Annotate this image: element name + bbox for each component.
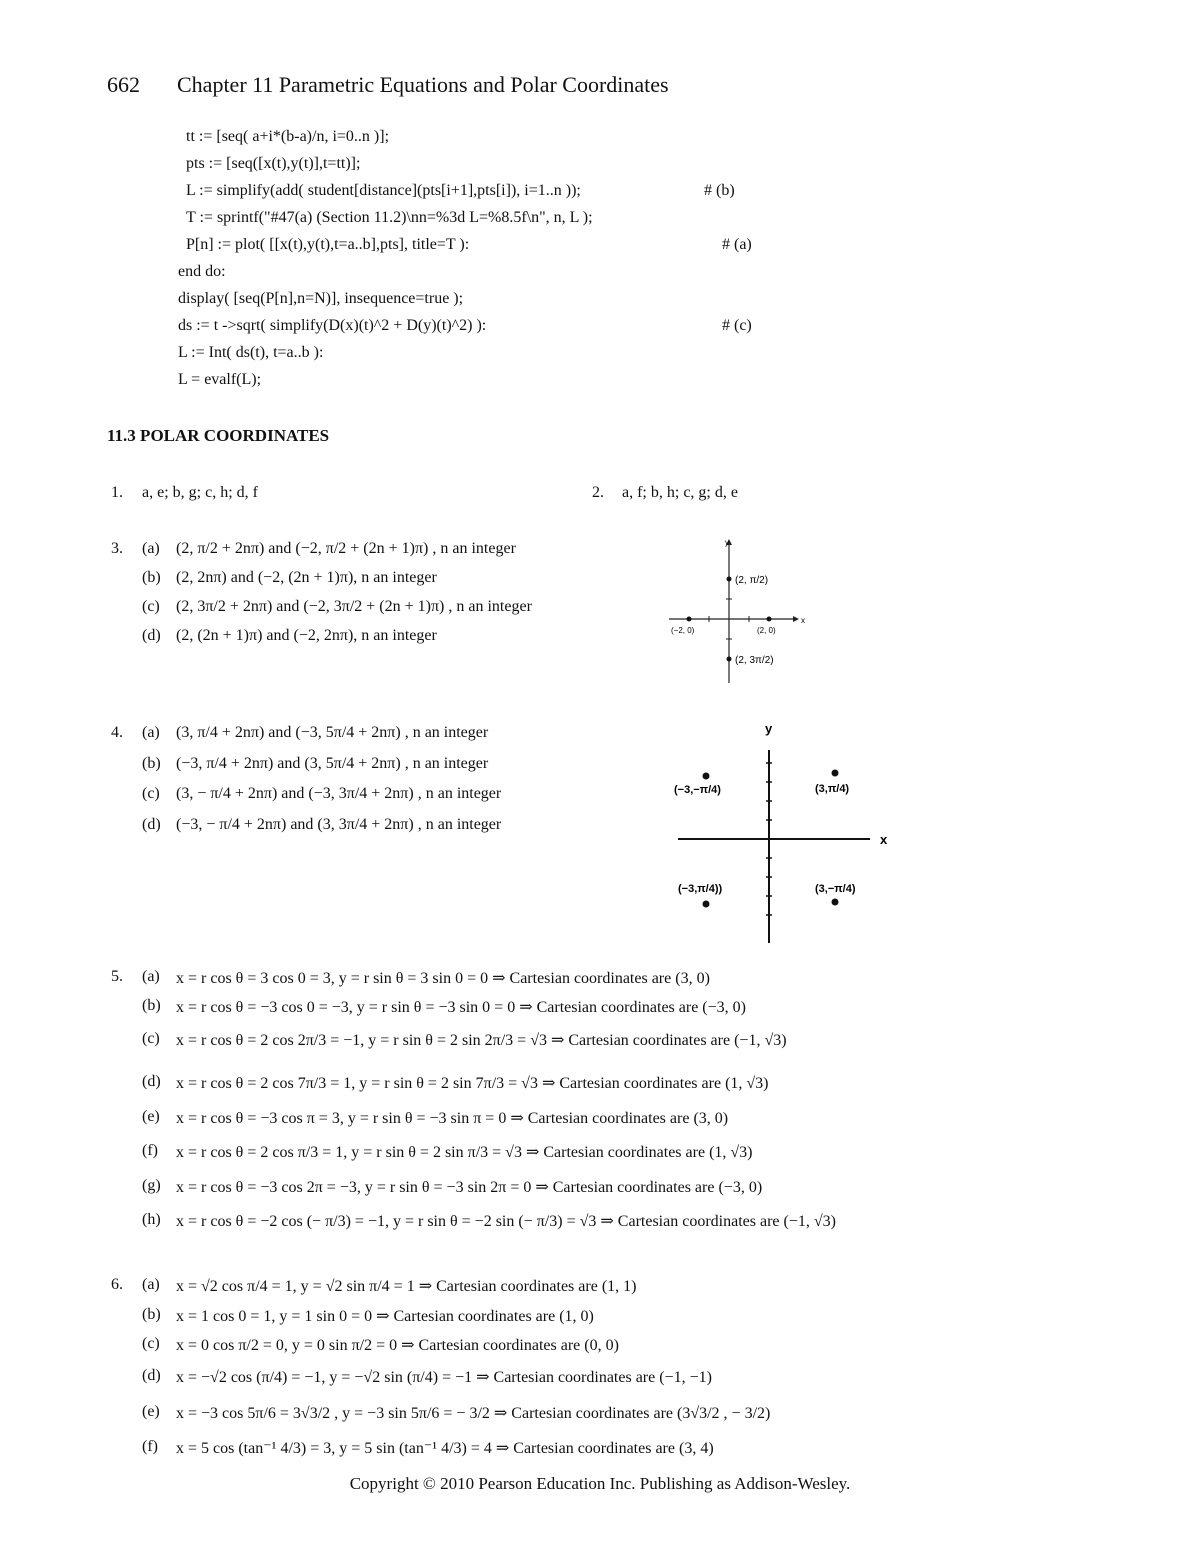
point-q2 xyxy=(703,773,710,780)
part-text: x = r cos θ = 3 cos 0 = 3, y = r sin θ = 3 sin 0 = 0 ⇒ Cartesian coordinates are (3, 0) xyxy=(176,970,710,987)
point-left xyxy=(687,617,692,622)
page-header xyxy=(107,72,669,98)
point-right-label: (2, 0) xyxy=(757,626,776,635)
code-line: L = evalf(L); xyxy=(178,371,262,388)
part-text: x = r cos θ = −3 cos 0 = −3, y = r sin θ = −3 sin 0 = 0 ⇒ Cartesian coordinates are (−3, 0) xyxy=(176,999,746,1016)
part-label: (c) xyxy=(142,1335,160,1352)
part-label: (c) xyxy=(142,598,160,615)
part-text: (3, − π/4 + 2nπ) and (−3, 3π/4 + 2nπ) , n an integer xyxy=(176,785,502,802)
point-right xyxy=(767,617,772,622)
problem-number: 3. xyxy=(111,540,123,557)
part-label: (c) xyxy=(142,1030,160,1047)
part-text: (−3, π/4 + 2nπ) and (3, 5π/4 + 2nπ) , n an integer xyxy=(176,755,489,772)
part-text: (2, 2nπ) and (−2, (2n + 1)π), n an integer xyxy=(176,569,437,586)
part-label: (e) xyxy=(142,1108,160,1125)
y-axis-label: y xyxy=(765,721,773,736)
part-text: (2, 3π/2 + 2nπ) and (−2, 3π/2 + (2n + 1)π) , n an integer xyxy=(176,598,532,615)
code-line: tt := [seq( a+i*(b-a)/n, i=0..n )]; xyxy=(186,128,390,145)
part-text: x = √2 cos π/4 = 1, y = √2 sin π/4 = 1 ⇒ Cartesian coordinates are (1, 1) xyxy=(176,1278,637,1295)
part-label: (f) xyxy=(142,1142,158,1159)
part-label: (d) xyxy=(142,816,161,833)
part-label: (a) xyxy=(142,540,160,557)
point-q4 xyxy=(832,899,839,906)
chapter-title: Chapter 11 Parametric Equations and Polar Coordinates xyxy=(177,72,669,97)
part-label: (h) xyxy=(142,1211,161,1228)
point-q1 xyxy=(832,770,839,777)
code-comment: # (b) xyxy=(704,182,735,199)
code-line: L := simplify(add( student[distance](pts[i+1],pts[i]), i=1..n )); xyxy=(186,182,581,199)
page-number: 662 xyxy=(107,72,140,97)
part-text: x = r cos θ = 2 cos 7π/3 = 1, y = r sin θ = 2 sin 7π/3 = √3 ⇒ Cartesian coordinates are (1, √3) xyxy=(176,1075,769,1092)
code-line: ds := t ->sqrt( simplify(D(x)(t)^2 + D(y)(t)^2) ): xyxy=(178,317,487,334)
problem-number: 2. xyxy=(592,484,604,501)
part-label: (f) xyxy=(142,1438,158,1455)
part-label: (b) xyxy=(142,997,161,1014)
part-text: x = r cos θ = −3 cos 2π = −3, y = r sin θ = −3 sin 2π = 0 ⇒ Cartesian coordinates are (−3, 0) xyxy=(176,1179,763,1196)
point-q1-label: (3,π/4) xyxy=(815,783,850,795)
problem-answer: a, e; b, g; c, h; d, f xyxy=(142,484,258,501)
x-axis-arrow-icon xyxy=(793,616,799,622)
part-text: x = r cos θ = 2 cos π/3 = 1, y = r sin θ = 2 sin π/3 = √3 ⇒ Cartesian coordinates are (1, √3) xyxy=(176,1144,753,1161)
problem-answer: a, f; b, h; c, g; d, e xyxy=(622,484,738,501)
x-axis-label: x xyxy=(880,832,888,847)
point-top-label: (2, π/2) xyxy=(735,575,769,586)
part-label: (d) xyxy=(142,1073,161,1090)
part-label: (a) xyxy=(142,724,160,741)
code-line: pts := [seq([x(t),y(t)],t=tt)]; xyxy=(186,155,361,172)
code-line: T := sprintf("#47(a) (Section 11.2)\nn=%3d L=%8.5f\n", n, L ); xyxy=(186,209,593,226)
section-title: 11.3 POLAR COORDINATES xyxy=(107,426,330,445)
part-label: (b) xyxy=(142,755,161,772)
part-label: (b) xyxy=(142,569,161,586)
problem-number: 6. xyxy=(111,1276,123,1293)
code-line: P[n] := plot( [[x(t),y(t),t=a..b],pts], title=T ): xyxy=(186,236,470,253)
part-text: x = 1 cos 0 = 1, y = 1 sin 0 = 0 ⇒ Cartesian coordinates are (1, 0) xyxy=(176,1308,594,1325)
point-bottom xyxy=(727,657,732,662)
point-q3 xyxy=(703,901,710,908)
part-label: (a) xyxy=(142,968,160,985)
problem-number: 5. xyxy=(111,968,123,985)
point-q2-label: (−3,−π/4) xyxy=(674,784,721,796)
point-top xyxy=(727,577,732,582)
copyright-footer: Copyright © 2010 Pearson Education Inc. Publishing as Addison-Wesley. xyxy=(349,1474,851,1493)
part-text: x = −3 cos 5π/6 = 3√3/2 , y = −3 sin 5π/6 = − 3/2 ⇒ Cartesian coordinates are (3√3/2 , − 3/2) xyxy=(176,1405,771,1422)
code-line: end do: xyxy=(178,263,226,280)
code-line: L := Int( ds(t), t=a..b ): xyxy=(178,344,324,361)
point-q4-label: (3,−π/4) xyxy=(815,883,856,895)
part-label: (d) xyxy=(142,627,161,644)
code-line: display( [seq(P[n],n=N)], insequence=true ); xyxy=(178,290,464,307)
part-text: (−3, − π/4 + 2nπ) and (3, 3π/4 + 2nπ) , n an integer xyxy=(176,816,502,833)
part-label: (e) xyxy=(142,1403,160,1420)
part-text: x = 0 cos π/2 = 0, y = 0 sin π/2 = 0 ⇒ Cartesian coordinates are (0, 0) xyxy=(176,1337,619,1354)
point-bottom-label: (2, 3π/2) xyxy=(735,655,774,666)
problem-number: 1. xyxy=(111,484,123,501)
x-axis-label: x xyxy=(801,616,805,625)
problem-3-graph xyxy=(665,535,805,685)
part-text: (2, (2n + 1)π) and (−2, 2nπ), n an integer xyxy=(176,627,437,644)
part-text: x = r cos θ = 2 cos 2π/3 = −1, y = r sin θ = 2 sin 2π/3 = √3 ⇒ Cartesian coordinates are (−1, √3) xyxy=(176,1032,787,1049)
point-q3-label: (−3,π/4)) xyxy=(678,883,723,895)
part-label: (d) xyxy=(142,1367,161,1384)
part-label: (g) xyxy=(142,1177,161,1194)
part-text: x = r cos θ = −3 cos π = 3, y = r sin θ = −3 sin π = 0 ⇒ Cartesian coordinates are (3, 0) xyxy=(176,1110,729,1127)
part-text: (2, π/2 + 2nπ) and (−2, π/2 + (2n + 1)π) , n an integer xyxy=(176,540,516,557)
point-left-label: (−2, 0) xyxy=(671,626,695,635)
code-comment: # (c) xyxy=(722,317,752,334)
code-comment: # (a) xyxy=(722,236,752,253)
problem-number: 4. xyxy=(111,724,123,741)
part-label: (b) xyxy=(142,1306,161,1323)
part-text: (3, π/4 + 2nπ) and (−3, 5π/4 + 2nπ) , n an integer xyxy=(176,724,489,741)
part-label: (a) xyxy=(142,1276,160,1293)
part-text: x = r cos θ = −2 cos (− π/3) = −1, y = r sin θ = −2 sin (− π/3) = √3 ⇒ Cartesian coordinates are (−1, √3) xyxy=(176,1213,836,1230)
part-label: (c) xyxy=(142,785,160,802)
part-text: x = −√2 cos (π/4) = −1, y = −√2 sin (π/4) = −1 ⇒ Cartesian coordinates are (−1, −1) xyxy=(176,1369,712,1386)
part-text: x = 5 cos (tan⁻¹ 4/3) = 3, y = 5 sin (tan⁻¹ 4/3) = 4 ⇒ Cartesian coordinates are (3, 4) xyxy=(176,1440,714,1457)
problem-4-graph xyxy=(660,715,900,945)
y-axis-label: y xyxy=(725,538,729,547)
